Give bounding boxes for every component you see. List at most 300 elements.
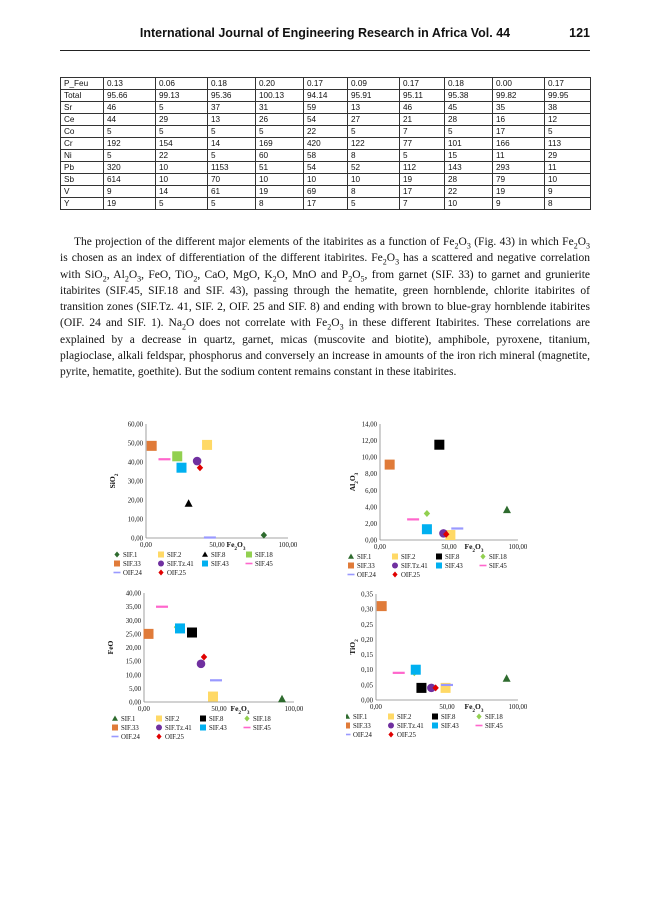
table-cell: 5 [348, 126, 400, 138]
legend-label: OIF.24 [357, 572, 376, 579]
table-cell: 420 [304, 138, 348, 150]
table-cell: 29 [545, 150, 591, 162]
paragraph-subscript: 3 [339, 322, 344, 332]
legend-marker [158, 561, 164, 567]
legend-marker [480, 554, 485, 560]
x-tick-label: 50,00 [209, 542, 225, 549]
paragraph-text: is chosen as an index of differentiation of the different itabirites. Fe [60, 252, 383, 265]
paragraph-text: O [386, 252, 396, 265]
data-point-oif-24 [451, 527, 463, 529]
y-tick-label: 0,15 [361, 652, 373, 660]
table-cell: 5 [445, 126, 493, 138]
paragraph-subscript: 5 [360, 273, 365, 283]
table-cell: 37 [208, 102, 256, 114]
x-tick-label: 100,00 [284, 706, 304, 713]
table-cell: 77 [400, 138, 445, 150]
legend-label: SIF.8 [441, 714, 456, 721]
y-tick-label: 14,00 [361, 421, 377, 429]
legend-label: OIF.24 [121, 734, 140, 741]
table-cell: 52 [348, 162, 400, 174]
table-cell: 95.66 [104, 90, 156, 102]
legend-marker [114, 572, 121, 574]
table-cell: 17 [493, 126, 545, 138]
table-cell: 19 [256, 186, 304, 198]
paragraph-text: , Al [106, 268, 125, 281]
table-row-label: Sr [61, 102, 104, 114]
table-cell: 95.36 [208, 90, 256, 102]
table-row-label: Pb [61, 162, 104, 174]
legend-marker [480, 565, 487, 567]
legend-marker [346, 723, 350, 729]
table-cell: 10 [156, 162, 208, 174]
table-cell: 58 [304, 150, 348, 162]
table-cell: 28 [445, 114, 493, 126]
legend-label: SIF.18 [255, 552, 273, 559]
paragraph-subscript: 3 [395, 257, 400, 267]
legend-label: SIF.1 [121, 716, 136, 723]
table-cell: 27 [348, 114, 400, 126]
page-number: 121 [569, 26, 590, 40]
table-cell: 293 [493, 162, 545, 174]
table-cell: 5 [400, 150, 445, 162]
data-point-sif-43 [175, 623, 185, 633]
table-cell: 113 [545, 138, 591, 150]
table-cell: 51 [256, 162, 304, 174]
paragraph-subscript: 2 [573, 241, 578, 251]
legend-marker [346, 734, 351, 736]
table-row-label: Total [61, 90, 104, 102]
legend-marker [392, 554, 398, 560]
legend-label: SIF.2 [167, 552, 182, 559]
y-tick-label: 40,00 [125, 590, 141, 598]
table-row [61, 126, 591, 138]
y-tick-label: 25,00 [125, 631, 141, 639]
table-cell: 8 [348, 186, 400, 198]
x-tick-label: 100,00 [508, 544, 528, 551]
paragraph-text: , CaO, MgO, K [197, 268, 273, 281]
x-tick-label: 0,00 [140, 542, 152, 549]
paragraph-text: O [458, 236, 467, 248]
table-cell: 0.18 [208, 78, 256, 90]
paragraph-subscript: 3 [586, 241, 590, 251]
table-cell: 0.18 [445, 78, 493, 90]
table-cell: 61 [208, 186, 256, 198]
table-cell: 7 [400, 126, 445, 138]
paragraph-subscript: 2 [327, 322, 332, 332]
legend-label: SIF.8 [211, 552, 226, 559]
legend-marker [202, 561, 208, 567]
table-cell: 5 [256, 126, 304, 138]
y-tick-label: 15,00 [125, 658, 141, 666]
legend-label: SIF.33 [357, 563, 375, 570]
data-point-sif-tz-41 [193, 457, 202, 466]
table-cell: 21 [400, 114, 445, 126]
table-row-label: Co [61, 126, 104, 138]
data-point-sif-1 [503, 674, 511, 682]
table-cell: 95.11 [400, 90, 445, 102]
table-cell: 5 [208, 198, 256, 210]
legend-marker [476, 714, 481, 720]
table-cell: 22 [445, 186, 493, 198]
legend-marker [158, 552, 164, 558]
legend-marker [200, 716, 206, 722]
legend-label: OIF.25 [397, 732, 416, 739]
legend-marker [158, 570, 163, 576]
x-tick-label: 100,00 [278, 542, 298, 549]
data-point-oif-24 [441, 684, 453, 686]
table-cell: 79 [493, 174, 545, 186]
table-cell: 5 [156, 126, 208, 138]
table-row [61, 186, 591, 198]
legend-label: SIF.33 [121, 725, 139, 732]
x-axis-label: $Fe_2O_3$ [464, 702, 484, 714]
table-cell: 99.95 [545, 90, 591, 102]
legend-label: SIF.18 [489, 554, 507, 561]
table-cell: 54 [304, 114, 348, 126]
table-cell: 9 [493, 198, 545, 210]
y-tick-label: 30,00 [127, 478, 143, 486]
table-cell: 0.09 [348, 78, 400, 90]
data-point-sif-45 [156, 606, 168, 608]
table-row-label: Ni [61, 150, 104, 162]
legend-marker [348, 574, 355, 576]
table-cell: 44 [104, 114, 156, 126]
y-tick-label: 0,10 [361, 667, 373, 675]
table-cell: 69 [304, 186, 348, 198]
legend-label: SIF.43 [211, 561, 229, 568]
table-cell: 46 [104, 102, 156, 114]
table-cell: 14 [156, 186, 208, 198]
data-point-sif-43 [422, 524, 432, 534]
data-point-sif-43 [177, 463, 187, 473]
table-row-label: V [61, 186, 104, 198]
legend-marker [348, 563, 354, 569]
table-cell: 0.00 [493, 78, 545, 90]
y-tick-label: 0,00 [131, 535, 143, 543]
legend-label: OIF.24 [353, 732, 372, 739]
y-tick-label: 6,00 [365, 487, 377, 495]
trace-element-table [60, 77, 591, 210]
x-tick-label: 50,00 [211, 706, 227, 713]
legend-label: SIF.8 [445, 554, 460, 561]
table-cell: 5 [208, 126, 256, 138]
y-axis-label: $Al_2O_3$ [348, 472, 360, 492]
legend-label: SIF.43 [445, 563, 463, 570]
x-tick-label: 0,00 [374, 544, 386, 551]
table-cell: 122 [348, 138, 400, 150]
table-cell: 0.13 [104, 78, 156, 90]
data-point-sif-33 [385, 460, 395, 470]
data-point-sif-33 [377, 601, 387, 611]
legend-marker [388, 714, 394, 720]
table-cell: 17 [304, 198, 348, 210]
legend-marker [156, 725, 162, 731]
legend-marker [200, 725, 206, 731]
paragraph-subscript: 2 [454, 241, 459, 251]
legend-label: SIF.45 [253, 725, 271, 732]
table-cell: 5 [348, 198, 400, 210]
y-tick-label: 20,00 [127, 497, 143, 505]
table-cell: 143 [445, 162, 493, 174]
legend-label: SIF.45 [255, 561, 273, 568]
table-cell: 59 [304, 102, 348, 114]
table-cell: 10 [304, 174, 348, 186]
table-row [61, 174, 591, 186]
data-point-sif-8 [416, 683, 426, 693]
header-rule [60, 50, 590, 51]
table-row [61, 114, 591, 126]
legend-marker [114, 561, 120, 567]
table-cell: 60 [256, 150, 304, 162]
legend-marker [476, 725, 483, 727]
paragraph-subscript: 2 [382, 257, 387, 267]
y-tick-label: 20,00 [125, 645, 141, 652]
y-axis-label: SiO$_2$ [108, 473, 120, 489]
table-row [61, 78, 591, 90]
x-axis-label: $Fe_2O_3$ [464, 542, 484, 554]
y-tick-label: 8,00 [365, 471, 377, 479]
legend-marker [244, 727, 251, 729]
running-header [60, 26, 590, 50]
table-row-label: P_Feu [61, 78, 104, 90]
legend-marker [388, 723, 394, 729]
table-cell: 95.91 [348, 90, 400, 102]
table-cell: 10 [156, 174, 208, 186]
legend-label: SIF.45 [489, 563, 507, 570]
data-point-sif-2 [202, 440, 212, 450]
table-cell: 5 [208, 150, 256, 162]
table-cell: 10 [348, 174, 400, 186]
legend-label: SIF.43 [209, 725, 227, 732]
x-tick-label: 0,00 [370, 704, 382, 711]
data-point-oif-25 [201, 654, 207, 661]
table-row-label: Y [61, 198, 104, 210]
y-tick-label: 10,00 [127, 516, 143, 524]
legend-label: SIF.Tz.41 [397, 723, 424, 730]
table-cell: 29 [156, 114, 208, 126]
table-cell: 46 [400, 102, 445, 114]
legend-label: SIF.33 [353, 723, 371, 730]
data-point-sif-33 [144, 629, 154, 639]
table-cell: 11 [493, 150, 545, 162]
table-cell: 26 [256, 114, 304, 126]
y-tick-label: 35,00 [125, 604, 141, 612]
data-point-sif-18 [424, 510, 430, 517]
legend-marker [112, 716, 118, 721]
y-tick-label: 5,00 [129, 685, 141, 693]
table-row-label: Cr [61, 138, 104, 150]
x-axis-label: $Fe_2O_3$ [226, 540, 246, 552]
legend-label: SIF.2 [397, 714, 412, 721]
table-cell: 28 [445, 174, 493, 186]
y-tick-label: 10,00 [125, 672, 141, 680]
x-tick-label: 100,00 [508, 704, 528, 711]
table-row-label: Sb [61, 174, 104, 186]
paragraph-text: O [352, 268, 361, 281]
table-cell: 100.13 [256, 90, 304, 102]
paragraph-subscript: 2 [272, 273, 277, 283]
y-tick-label: 4,00 [365, 504, 377, 512]
paragraph-text: , FeO, TiO [141, 268, 194, 281]
table-cell: 15 [445, 150, 493, 162]
table-cell: 7 [400, 198, 445, 210]
legend-marker [202, 552, 208, 557]
y-axis-label: FeO [106, 640, 115, 655]
y-tick-label: 0,00 [365, 537, 377, 545]
y-tick-label: 0,05 [361, 682, 373, 690]
paragraph-text: in these different Itabirites. These correlations are explained by a decrease in quartz, garnet, micas (muscovite and biotite), amphibole, pyroxene, titanium, plagioclase, alkali feldspar, phosphorus and conversely an increase in amounts of the iron rich mineral (magnetite, pyrite, hematite, goethite). But the sodium content remains constant in these itabirites. [60, 317, 591, 379]
table-cell: 0.17 [545, 78, 591, 90]
legend-label: SIF.1 [123, 552, 138, 559]
table-cell: 45 [445, 102, 493, 114]
legend-label: SIF.Tz.41 [401, 563, 428, 570]
paragraph-subscript: 2 [181, 322, 186, 332]
table-cell: 9 [545, 186, 591, 198]
paragraph-text: O, MnO and P [276, 268, 349, 281]
data-point-oif-24 [210, 679, 222, 681]
x-tick-label: 50,00 [439, 704, 455, 711]
table-cell: 12 [545, 114, 591, 126]
legend-label: OIF.25 [401, 572, 420, 579]
table-cell: 1153 [208, 162, 256, 174]
y-tick-label: 30,00 [125, 617, 141, 625]
table-cell: 99.13 [156, 90, 208, 102]
table-cell: 169 [256, 138, 304, 150]
data-point-sif-18 [172, 451, 182, 461]
y-axis-label: TiO$_2$ [348, 639, 360, 655]
paragraph-subscript: 3 [466, 241, 471, 251]
table-cell: 31 [256, 102, 304, 114]
paragraph-subscript: 3 [137, 273, 142, 283]
table-cell: 94.14 [304, 90, 348, 102]
x-tick-label: 0,00 [138, 706, 150, 713]
table-cell: 11 [545, 162, 591, 174]
table-row [61, 198, 591, 210]
table-cell: 10 [545, 174, 591, 186]
table-cell: 192 [104, 138, 156, 150]
legend-marker [114, 552, 119, 558]
paragraph-text: , from garnet (SIF. 33) to garnet and grunierite itabirites (SIF.45, SIF.18 and SIF. 43), passing through the hematite, green hornblende, chlorite itabirites of transition zones (SIF.Tz. 41, SIF. 2, OIF. 25 and SIF. 8) and ending with brown to blue-gray hornblende itabirites (OIF. 24 and SIF. 1). Na [60, 268, 591, 330]
table-row [61, 102, 591, 114]
legend-label: SIF.Tz.41 [167, 561, 194, 568]
table-cell: 22 [304, 126, 348, 138]
table-cell: 0.17 [400, 78, 445, 90]
table-cell: 99.82 [493, 90, 545, 102]
table-cell: 17 [400, 186, 445, 198]
y-tick-label: 40,00 [127, 459, 143, 467]
legend-label: SIF.45 [485, 723, 503, 730]
table-row [61, 150, 591, 162]
table-cell: 320 [104, 162, 156, 174]
al2o3-vs-fe2o3-chart [346, 414, 558, 584]
table-cell: 19 [400, 174, 445, 186]
legend-marker [388, 732, 393, 738]
table-cell: 19 [493, 186, 545, 198]
table-row [61, 138, 591, 150]
table-cell: 8 [256, 198, 304, 210]
table-cell: 5 [104, 126, 156, 138]
legend-marker [346, 714, 350, 719]
table-cell: 16 [493, 114, 545, 126]
table-cell: 13 [208, 114, 256, 126]
data-point-sif-tz-41 [197, 660, 206, 669]
y-tick-label: 2,00 [365, 520, 377, 528]
legend-label: SIF.Tz.41 [165, 725, 192, 732]
legend-label: SIF.18 [485, 714, 503, 721]
data-point-oif-24 [204, 536, 216, 538]
y-tick-label: 0,30 [361, 606, 373, 614]
paragraph-text: The projection of the different major elements of the itabirites as a function of Fe [74, 236, 455, 248]
table-cell: 614 [104, 174, 156, 186]
legend-marker [432, 714, 438, 720]
table-cell: 101 [445, 138, 493, 150]
paragraph-text: O does not correlate with Fe [185, 317, 328, 330]
table-cell: 9 [104, 186, 156, 198]
table-cell: 35 [493, 102, 545, 114]
table-cell: 8 [545, 198, 591, 210]
y-tick-label: 0,25 [361, 621, 373, 629]
table-cell: 112 [400, 162, 445, 174]
data-point-sif-33 [147, 441, 157, 451]
paragraph-subscript: 2 [102, 273, 107, 283]
legend-label: SIF.18 [253, 716, 271, 723]
table-cell: 5 [156, 102, 208, 114]
legend-label: OIF.24 [123, 570, 142, 577]
legend-marker [432, 723, 438, 729]
data-point-sif-45 [158, 458, 170, 460]
data-point-sif-43 [411, 665, 421, 675]
legend-label: OIF.25 [167, 570, 186, 577]
legend-marker [112, 725, 118, 731]
table-cell: 10 [256, 174, 304, 186]
table-cell: 13 [348, 102, 400, 114]
legend-marker [392, 563, 398, 569]
data-point-sif-45 [393, 672, 405, 674]
legend-marker [156, 716, 162, 722]
legend-marker [156, 734, 161, 740]
body-paragraph [60, 234, 590, 381]
table-cell: 5 [545, 126, 591, 138]
table-cell: 8 [348, 150, 400, 162]
x-tick-label: 50,00 [441, 544, 457, 551]
y-tick-label: 0,35 [361, 591, 373, 599]
data-point-sif-45 [407, 518, 419, 520]
y-tick-label: 0,20 [361, 636, 373, 644]
table-cell: 54 [304, 162, 348, 174]
data-point-sif-8 [187, 628, 197, 638]
legend-label: SIF.33 [123, 561, 141, 568]
legend-label: SIF.1 [353, 714, 368, 721]
legend-label: SIF.2 [165, 716, 180, 723]
y-tick-label: 12,00 [361, 438, 377, 446]
y-tick-label: 60,00 [127, 421, 143, 429]
table-cell: 38 [545, 102, 591, 114]
paragraph-text: (Fig. 43) in which Fe [470, 236, 574, 248]
data-point-sif-8 [185, 499, 193, 507]
table-cell: 19 [104, 198, 156, 210]
table-cell: 5 [104, 150, 156, 162]
journal-title: International Journal of Engineering Research in Africa Vol. 44 [139, 26, 511, 40]
table-cell: 0.17 [304, 78, 348, 90]
legend-label: SIF.8 [209, 716, 224, 723]
y-tick-label: 0,00 [129, 699, 141, 707]
data-point-sif-2 [208, 692, 218, 702]
x-axis-label: $Fe_2O_3$ [230, 704, 250, 716]
sio2-vs-fe2o3-chart [106, 414, 318, 584]
paragraph-subscript: 2 [124, 273, 129, 283]
legend-marker [246, 563, 253, 565]
legend-marker [244, 716, 249, 722]
